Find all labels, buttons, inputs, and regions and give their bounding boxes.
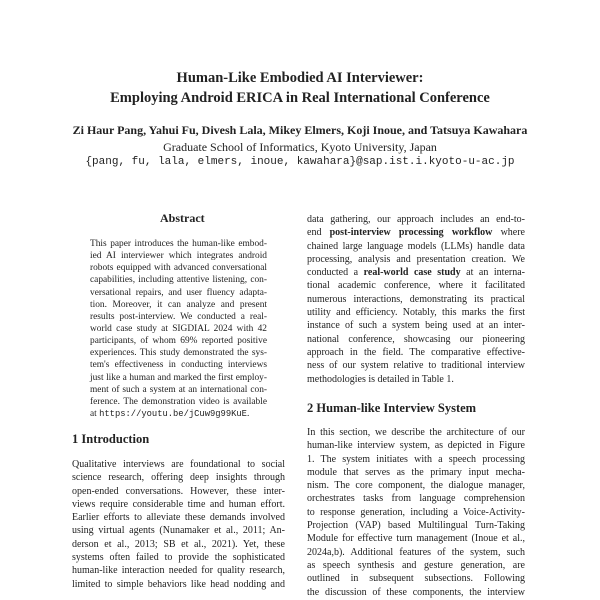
text-span: versational repairs, and user fluency adapta-	[90, 287, 267, 298]
text-line	[307, 346, 525, 359]
text-span: module that serves as the primary input mecha-	[307, 466, 525, 478]
text-line	[307, 319, 525, 332]
text-span: chained large language models (LLMs) handle data	[307, 240, 525, 252]
text-line	[307, 506, 525, 519]
text-span: end	[307, 227, 330, 239]
text-line	[90, 299, 267, 311]
text-span: approach in the field. The comparative effective-	[307, 346, 525, 358]
text-span: ment of such a system at an international con-	[90, 384, 267, 395]
text-line	[72, 511, 285, 524]
text-line	[90, 323, 267, 335]
text-line	[307, 240, 525, 253]
text-span: ness of our system relative to traditional interview	[307, 360, 525, 372]
text-span: numerous interactions, demonstrating its practical	[307, 293, 525, 305]
text-span: to response generation, including a Voice-Activity-	[307, 506, 525, 518]
text-span: as speech synthesis and gesture generation, are	[307, 559, 525, 571]
text-line	[307, 253, 525, 266]
text-line	[307, 453, 525, 466]
text-span: instance of such a system being used at an inter-	[307, 320, 525, 332]
section-1-heading: 1 Introduction	[72, 432, 150, 446]
text-span: methodologies is detailed in Table 1.	[307, 373, 454, 385]
text-span: conducted a	[307, 267, 364, 279]
text-line	[90, 347, 267, 359]
text-span: In this section, we describe the architecture of our	[307, 427, 525, 438]
abstract-heading: Abstract	[160, 211, 205, 225]
text-line	[72, 458, 285, 471]
video-link-line	[90, 408, 267, 420]
text-span: capabilities, including attentive listening, con-	[90, 275, 267, 286]
text-span: the discussion of these components, the interview	[307, 586, 525, 598]
text-line	[307, 519, 525, 532]
text-span: where	[492, 227, 525, 239]
text-span: ied AI interviewer which integrates android	[90, 251, 267, 262]
text-line	[90, 262, 267, 274]
text-span: utility and efficiency. Notably, this marks the first	[307, 307, 525, 319]
text-span: human-like interaction needed for quality research,	[72, 565, 285, 577]
text-line	[307, 546, 525, 559]
text-line	[307, 333, 525, 346]
text-line	[307, 213, 525, 226]
text-line	[72, 485, 285, 498]
abstract-body	[90, 238, 267, 420]
text-line	[307, 466, 525, 479]
text-span: robots equipped with advanced conversational	[90, 263, 267, 274]
text-span: ference. The demonstration video is available	[90, 396, 267, 407]
bold-phrase: post-interview processing workflow	[329, 227, 493, 239]
affiliation: Graduate School of Informatics, Kyoto University, Japan	[163, 140, 437, 154]
video-url-link[interactable]: https://youtu.be/jCuw9g99KuE	[99, 408, 247, 419]
paper-title-line-2: Employing Android ERICA in Real International Conference	[110, 90, 490, 106]
section-2-heading: 2 Human-like Interview System	[307, 401, 477, 415]
text-span: Module for effective turn management (Inoue et al.,	[307, 533, 525, 545]
text-span: 1. The system initiates with a speech processing	[307, 453, 525, 465]
text-line	[307, 306, 525, 319]
text-line	[90, 384, 267, 396]
text-line	[307, 266, 525, 279]
text-line	[307, 559, 525, 572]
text-span: .	[246, 408, 250, 419]
text-line	[72, 498, 285, 511]
paper-title-line-1: Human-Like Embodied AI Interviewer:	[176, 70, 424, 86]
text-span: at	[90, 408, 100, 419]
text-span: Earlier efforts to alleviate these demands involved	[72, 512, 285, 524]
text-line	[90, 274, 267, 286]
text-span: outlined in subsequent subsections. Following	[307, 573, 525, 585]
text-line	[307, 293, 525, 306]
text-span: derson et al., 2013; SB et al., 2021). Yet, these	[72, 538, 285, 550]
text-line	[307, 479, 525, 492]
text-line	[307, 586, 525, 599]
text-span: views require considerable time and human effort.	[72, 498, 285, 510]
text-line	[72, 538, 285, 551]
text-line	[90, 287, 267, 299]
text-span: processing, analysis and presentation creation. We	[307, 253, 525, 265]
text-line	[307, 279, 525, 292]
text-span: world case study at SIGDIAL 2024 with 42	[90, 323, 267, 334]
text-span: tem's effectiveness in conducting interviews	[90, 360, 267, 371]
text-line	[307, 426, 525, 439]
bold-phrase: real-world case study	[363, 267, 461, 279]
text-span: nism. The core component, the dialogue manager,	[307, 480, 525, 492]
text-span: 2024a,b). Additional features of the system, such	[307, 546, 525, 558]
text-span: data gathering, our approach includes an end-to-	[307, 214, 525, 225]
text-line	[307, 532, 525, 545]
text-span: human-like interview system, as depicted in Figure	[307, 440, 525, 452]
text-line	[72, 471, 285, 484]
text-span: science research, offering deep insights through	[72, 472, 285, 484]
text-span: tion. Moreover, it can analyze and present	[90, 299, 267, 310]
text-span: open-ended conversations. However, these inter-	[72, 485, 285, 497]
text-line	[72, 524, 285, 537]
text-line	[72, 564, 285, 577]
text-line	[90, 238, 267, 250]
text-span: just like a human and marked the first employ-	[90, 372, 267, 383]
text-line	[72, 578, 285, 591]
text-line	[307, 226, 525, 239]
text-span: using virtual agents (Nunamaker et al., 2011; An-	[72, 525, 285, 537]
intro-continued-body	[307, 213, 525, 386]
text-span: experiences. This study demonstrated the sys-	[90, 348, 267, 359]
text-line	[307, 359, 525, 372]
text-line	[72, 551, 285, 564]
text-line	[90, 335, 267, 347]
author-list: Zi Haur Pang, Yahui Fu, Divesh Lala, Mikey Elmers, Koji Inoue, and Tatsuya Kawahara	[72, 123, 528, 137]
section-2-body	[307, 426, 525, 599]
text-span: orchestrates tasks from language comprehension	[307, 493, 525, 505]
text-line	[307, 439, 525, 452]
text-line	[307, 572, 525, 585]
text-span: tional academic conference, where it facilitated	[307, 280, 525, 292]
text-span: national conference, showcasing our pioneering	[307, 333, 525, 345]
section-1-body	[72, 458, 285, 591]
text-span: systems often failed to provide the sophisticated	[72, 552, 285, 564]
text-span: This paper introduces the human-like embod-	[90, 239, 267, 249]
text-line	[90, 372, 267, 384]
text-line	[90, 396, 267, 408]
text-span: limited to simple behaviors like head nodding and	[72, 578, 285, 590]
text-line	[307, 373, 525, 386]
text-line	[307, 492, 525, 505]
text-line	[90, 250, 267, 262]
text-line	[90, 359, 267, 371]
text-span: participants, of whom 69% reported positive	[90, 336, 267, 347]
text-span: results post-interview. We conducted a real-	[90, 311, 267, 322]
email-list: {pang, fu, lala, elmers, inoue, kawahara}@sap.ist.i.kyoto-u-ac.jp	[85, 156, 515, 168]
text-span: Qualitative interviews are foundational to social	[72, 459, 285, 470]
text-line	[90, 311, 267, 323]
text-span: Projection (VAP) based Multilingual Turn-Taking	[307, 520, 525, 532]
text-span: at an interna-	[460, 267, 525, 279]
